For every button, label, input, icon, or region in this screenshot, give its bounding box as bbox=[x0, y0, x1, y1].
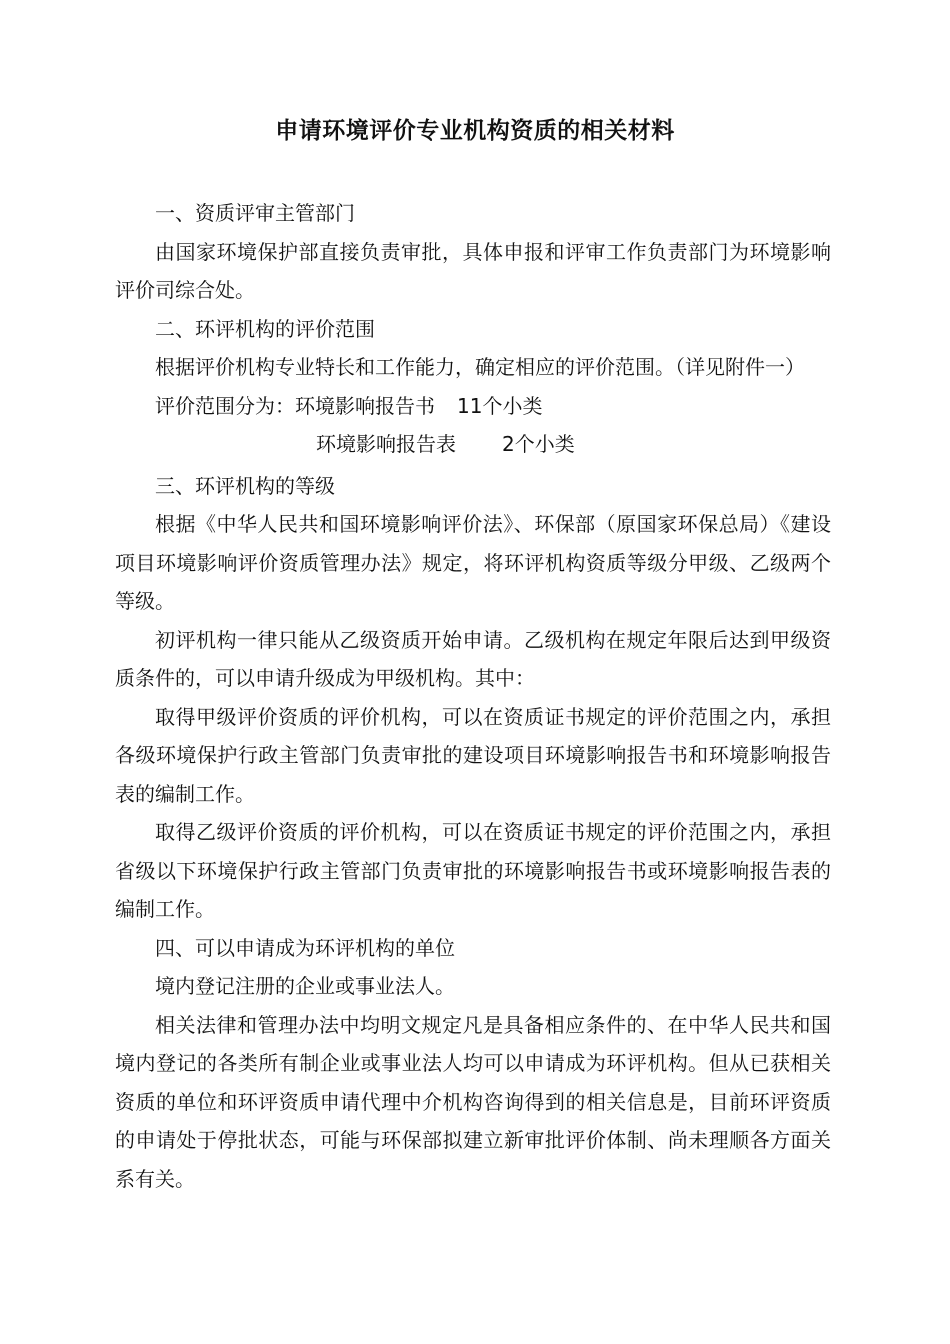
section-heading-4: 四、可以申请成为环评机构的单位 bbox=[155, 935, 455, 960]
section-heading-1: 一、资质评审主管部门 bbox=[155, 201, 355, 225]
paragraph-8: 相关法律和管理办法中均明文规定凡是具备相应条件的、在中华人民共和国境内登记的各类所有制企业或事业法人均可以申请成为环评机构。但从已获相关资质的单位和环评资质申请代理中介机构咨询得到的相关信息是，目前环评资质的申请处于停批状态，可能与环保部拟建立新审批评价体制、尚未理顺各方面关系有关。 bbox=[115, 1012, 831, 1191]
paragraph-6: 取得乙级评价资质的评价机构，可以在资质证书规定的评价范围之内，承担省级以下环境保护行政主管部门负责审批的环境影响报告书或环境影响报告表的编制工作。 bbox=[115, 820, 831, 921]
paragraph-3: 根据《中华人民共和国环境影响评价法》、环保部（原国家环保总局）《建设项目环境影响评价资质管理办法》规定，将环评机构资质等级分甲级、乙级两个等级。 bbox=[115, 512, 831, 613]
document-title: 申请环境评价专业机构资质的相关材料 bbox=[275, 118, 675, 144]
paragraph-1: 由国家环境保护部直接负责审批，具体申报和评审工作负责部门为环境影响评价司综合处。 bbox=[115, 239, 831, 302]
paragraph-2: 根据评价机构专业特长和工作能力，确定相应的评价范围。（详见附件一） bbox=[155, 355, 805, 379]
scope-label: 评价范围分为： bbox=[155, 393, 295, 418]
paragraph-4: 初评机构一律只能从乙级资质开始申请。乙级机构在规定年限后达到甲级资质条件的，可以申请升级成为甲级机构。其中： bbox=[115, 627, 831, 690]
scope-row2-count: 2个小类 bbox=[502, 432, 575, 456]
scope-row-2 bbox=[115, 425, 831, 464]
scope-row1-name: 环境影响报告书 bbox=[295, 393, 435, 418]
scope-row2-name: 环境影响报告表 bbox=[316, 432, 456, 456]
section-heading-2: 二、环评机构的评价范围 bbox=[155, 316, 375, 341]
document-body bbox=[115, 194, 831, 1198]
section-heading-3: 三、环评机构的等级 bbox=[155, 473, 335, 498]
scope-row-1 bbox=[115, 387, 831, 426]
scope-row1-count: 11个小类 bbox=[457, 393, 543, 418]
paragraph-5: 取得甲级评价资质的评价机构，可以在资质证书规定的评价范围之内，承担各级环境保护行政主管部门负责审批的建设项目环境影响报告书和环境影响报告表的编制工作。 bbox=[115, 704, 831, 806]
paragraph-7: 境内登记注册的企业或事业法人。 bbox=[155, 974, 455, 998]
